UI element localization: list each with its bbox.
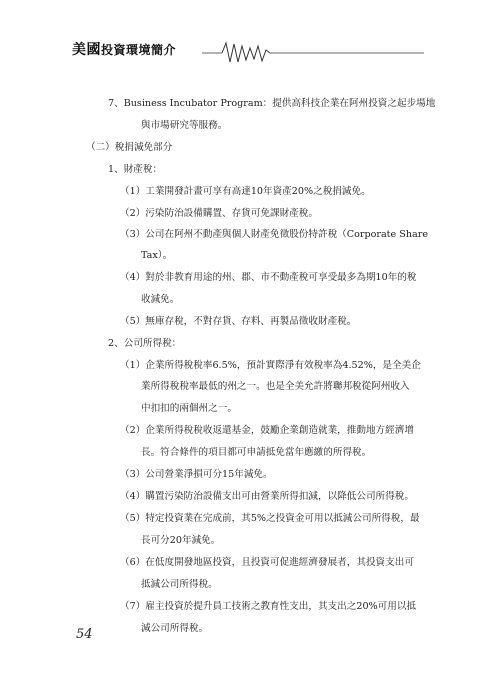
body-line: （3）公司營業淨損可分15年減免。 (120, 469, 273, 480)
body-line: （4）購置污染防治設備支出可由營業所得扣減，以降低公司所得稅。 (120, 491, 414, 502)
body-line: 7、Business Incubator Program：提供高科技企業在阿州投資之起步場地 (108, 98, 436, 109)
body-line: 收減免。 (141, 294, 180, 305)
body-line: （1）工業開發計畫可享有高達10年資產20%之稅捐減免。 (120, 186, 371, 197)
body-line: Tax）。 (141, 250, 173, 261)
header-title-rest: 投資環境簡介 (101, 43, 177, 57)
body-line: （4）對於非教育用途的州、郡、市不動產稅可享受最多為期10年的稅 (120, 272, 417, 283)
subsection-heading: 1、財產稅： (108, 164, 163, 175)
header-title (72, 39, 176, 59)
body-line: 長可分20年減免。 (141, 535, 221, 546)
body-line: 減公司所得稅。 (141, 623, 209, 634)
subsection-heading: 2、公司所得稅： (108, 338, 182, 349)
body-line: 與市場研究等服務。 (141, 120, 228, 131)
body-line: （5）無庫存稅，不對存貨、存料、再製品徵收財產稅。 (120, 316, 357, 327)
body-line: （6）在低度開發地區投資，且投資可促進經濟發展者，其投資支出可 (120, 557, 414, 568)
body-line: （5）特定投資業在完成前，其5%之投資金可用以抵減公司所得稅，最 (120, 513, 420, 524)
body-line: 抵減公司所得稅。 (141, 579, 218, 590)
body-line: （7）雇主投資於提升員工技術之教育性支出，其支出之20%可用以抵 (120, 601, 417, 612)
body-line: （3）公司在阿州不動產與個人財產免徵股份特許稅（Corporate Share (120, 229, 429, 240)
body-line: （2）污染防治設備購置、存貨可免課財產稅。 (120, 208, 318, 219)
running-header (72, 38, 424, 66)
section-heading: （二）稅捐減免部分 (86, 142, 173, 153)
body-line: （2）企業所得稅稅收返還基金，鼓勵企業創造就業，推動地方經濟增 (120, 425, 414, 436)
body-line: 業所得稅稅率最低的州之一。也是全美允許將聯邦稅從阿州收入 (141, 381, 410, 392)
page-number: 54 (76, 627, 93, 642)
body-line: 長。符合條件的項目都可申請抵免當年應繳的所得稅。 (141, 447, 372, 458)
body-line: 中扣扣的兩個州之一。 (141, 403, 237, 414)
body-line: （1）企業所得稅稅率6.5%，預計實際淨有效稅率為4.52%，是全美企 (120, 360, 421, 371)
header-title-lead: 美國 (72, 42, 101, 58)
